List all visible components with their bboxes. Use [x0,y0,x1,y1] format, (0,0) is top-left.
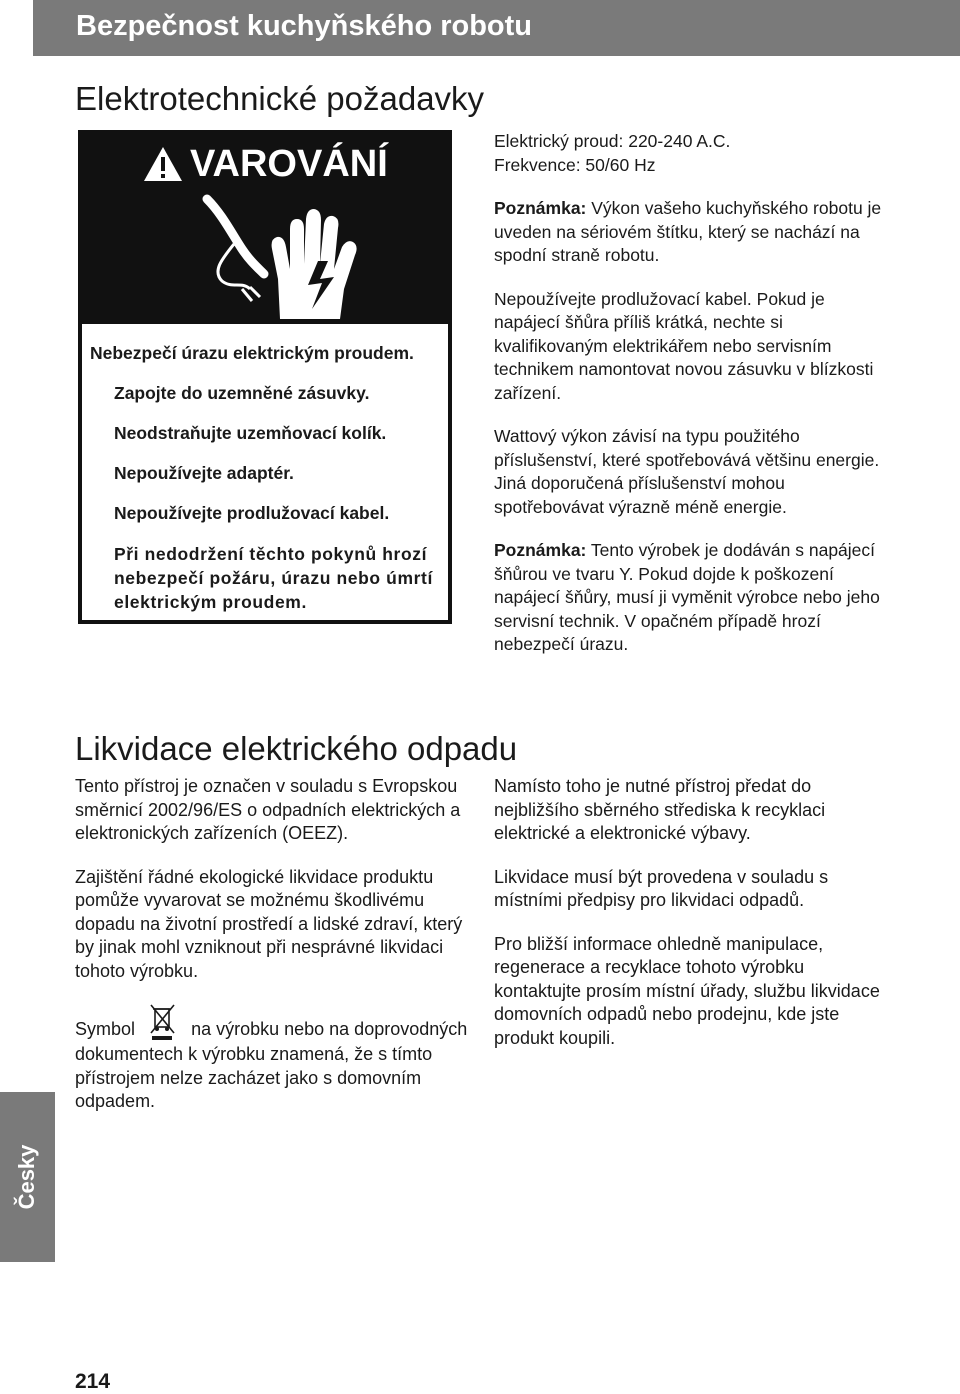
warning-line-6: Při nedodržení těchto pokynů hrozí nebezpečí požáru, úrazu nebo úmrtí elektrickým proudem. [114,544,433,612]
warning-title-text: VAROVÁNÍ [190,142,388,185]
note-label: Poznámka: [494,540,587,560]
warning-header [82,134,448,324]
language-tab [0,1092,55,1262]
warning-line-5: Nepoužívejte prodlužovací kabel. [114,503,390,523]
electrical-requirements-text [494,130,894,677]
warning-triangle-icon [142,145,184,183]
collection-point-paragraph: Namísto toho je nutné přístroj předat do nejbližšího sběrného střediska k recyklaci elektrické a elektronické výbavy. [494,776,826,843]
voltage-spec: Elektrický proud: 220-240 A.C. [494,131,731,151]
wattage-paragraph: Wattový výkon závisí na typu použitého příslušenství, které spotřebovává většinu energie. Jiná doporučená příslušenství mohou spotřebovávat výrazně méně energie. [494,426,880,517]
warning-title [142,142,388,186]
frequency-spec: Frekvence: 50/60 Hz [494,154,656,175]
note-label: Poznámka: [494,198,587,218]
section-heading-electrical: Elektrotechnické požadavky [75,80,485,117]
electric-shock-hand-icon [82,189,448,324]
weee-directive-paragraph: Tento přístroj je označen v souladu s Evropskou směrnicí 2002/96/ES o odpadních elektrických a elektronických zařízeních (OEEZ). [75,776,461,843]
warning-line-2: Zapojte do uzemněné zásuvky. [114,383,370,403]
symbol-paragraph [75,1003,475,1114]
note-cord-paragraph [494,539,894,657]
note-rating-label [494,197,894,268]
note-rating-text: Výkon vašeho kuchyňského robotu je uveden na sériovém štítku, který se nachází na spodní straně robotu. [494,198,882,265]
language-tab-label: Česky [14,1144,39,1210]
section-heading-disposal: Likvidace elektrického odpadu [75,730,518,767]
extension-cord-paragraph: Nepoužívejte prodlužovací kabel. Pokud je napájecí šňůra příliš krátká, nechte si kvalifikovaným elektrikářem nebo servisním technikem namontovat novou zásuvku v blízkosti zařízení. [494,288,874,403]
local-regulations-paragraph: Likvidace musí být provedena v souladu s místními předpisy pro likvidaci odpadů. [494,866,829,910]
warning-line-4: Nepoužívejte adaptér. [114,463,294,483]
warning-text [90,342,440,614]
header-title: Bezpečnost kuchyňského robotu [76,10,533,42]
note-cord-text: Tento výrobek je dodáván s napájecí šňůrou ve tvaru Y. Pokud dojde k poškození napájecí šňůry, musí ji vyměnit výrobce nebo jeho servisní technik. V opačném případě hrozí nebezpečí úrazu. [494,540,880,654]
page-number: 214 [75,1370,111,1393]
warning-line-1: Nebezpečí úrazu elektrickým proudem. [90,343,414,363]
warning-box [78,130,452,624]
symbol-text-before: Symbol [75,1019,136,1039]
ecological-disposal-paragraph: Zajištění řádné ekologické likvidace produktu pomůže vyvarovat se možnému škodlivému dopadu na životní prostředí a lidské zdraví, který by jinak mohl vzniknout při nesprávné likvidaci tohoto výrobku. [75,866,463,981]
disposal-text-right [494,775,894,1070]
crossed-out-wheelie-bin-icon [146,1003,180,1043]
warning-line-3: Neodstraňujte uzemňovací kolík. [114,423,387,443]
disposal-text-left [75,775,475,1134]
symbol-text-after: na výrobku nebo na doprovodných dokumentech k výrobku znamená, že s tímto přístrojem nelze zacházet jako s domovním odpadem. [75,1019,468,1111]
header-bar [33,0,960,56]
power-spec [494,130,894,177]
more-info-paragraph: Pro bližší informace ohledně manipulace, regenerace a recyklace tohoto výrobku kontaktujte prosím místní úřady, službu likvidace domovních odpadů nebo prodejnu, kde jste produkt koupili. [494,933,880,1048]
